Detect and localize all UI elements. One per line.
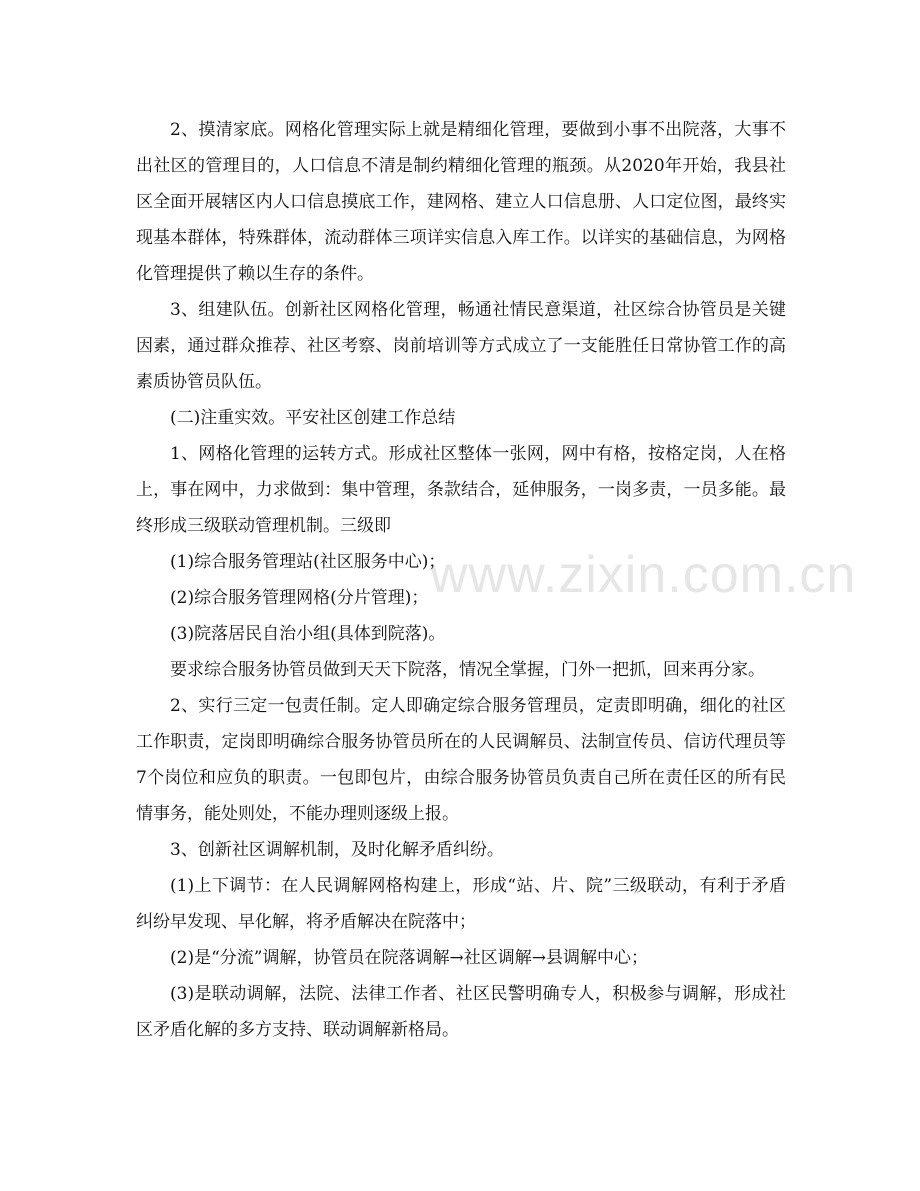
list-item-diversion-mediation: (2)是“分流”调解，协管员在院落调解→社区调解→县调解中心； xyxy=(170,948,648,968)
list-item-joint-mediation: (3)是联动调解，法院、法律工作者、社区民警明确专人，积极参与调解，形成社区矛盾化解的多方支持、联动调解新格局。 xyxy=(136,984,786,1040)
paragraph-daily-visits: 要求综合服务协管员做到天天下院落，情况全掌握，门外一把抓，回来再分家。 xyxy=(170,660,765,680)
list-item-upper-lower-mediation: (1)上下调节：在人民调解网格构建上，形成“站、片、院”三级联动，有利于矛盾纠纷早发现、早化解，将矛盾解决在院落中； xyxy=(136,876,786,932)
list-item-service-grid: (2)综合服务管理网格(分片管理)； xyxy=(170,588,429,608)
watermark-text: www.zixin.com.cn xyxy=(430,546,857,604)
paragraph-responsibility-system: 2、实行三定一包责任制。定人即确定综合服务管理员，定责即明确，细化的社区工作职责，定岗即明确综合服务协管员所在的人民调解员、法制宣传员、信访代理员等7个岗位和应负的职责。一包即包片，由综合服务协管员负责自己所在责任区的所有民情事务，能处则处，不能办理则逐级上报。 xyxy=(136,696,786,824)
list-item-resident-group: (3)院落居民自治小组(具体到院落)。 xyxy=(170,624,446,644)
paragraph-build-team: 3、组建队伍。创新社区网格化管理，畅通社情民意渠道，社区综合协管员是关键因素，通过群众推荐、社区考察、岗前培训等方式成立了一支能胜任日常协管工作的高素质协管员队伍。 xyxy=(136,300,786,392)
paragraph-grid-operation: 1、网格化管理的运转方式。形成社区整体一张网，网中有格，按格定岗，人在格上，事在网中，力求做到：集中管理，条款结合，延伸服务，一岗多责，一员多能。最终形成三级联动管理机制。三级即 xyxy=(136,444,786,536)
section-heading-effectiveness: (二)注重实效。平安社区创建工作总结 xyxy=(170,408,456,428)
list-item-service-station: (1)综合服务管理站(社区服务中心)； xyxy=(170,552,446,572)
paragraph-mediation-mechanism: 3、创新社区调解机制，及时化解矛盾纠纷。 xyxy=(170,840,504,860)
paragraph-family-info: 2、摸清家底。网格化管理实际上就是精细化管理，要做到小事不出院落，大事不出社区的管理目的，人口信息不清是制约精细化管理的瓶颈。从2020年开始，我县社区全面开展辖区内人口信息摸底工作，建网格、建立人口信息册、人口定位图，最终实现基本群体，特殊群体，流动群体三项详实信息入库工作。以详实的基础信息，为网格化管理提供了赖以生存的条件。 xyxy=(136,120,786,284)
document-body xyxy=(136,112,786,1048)
